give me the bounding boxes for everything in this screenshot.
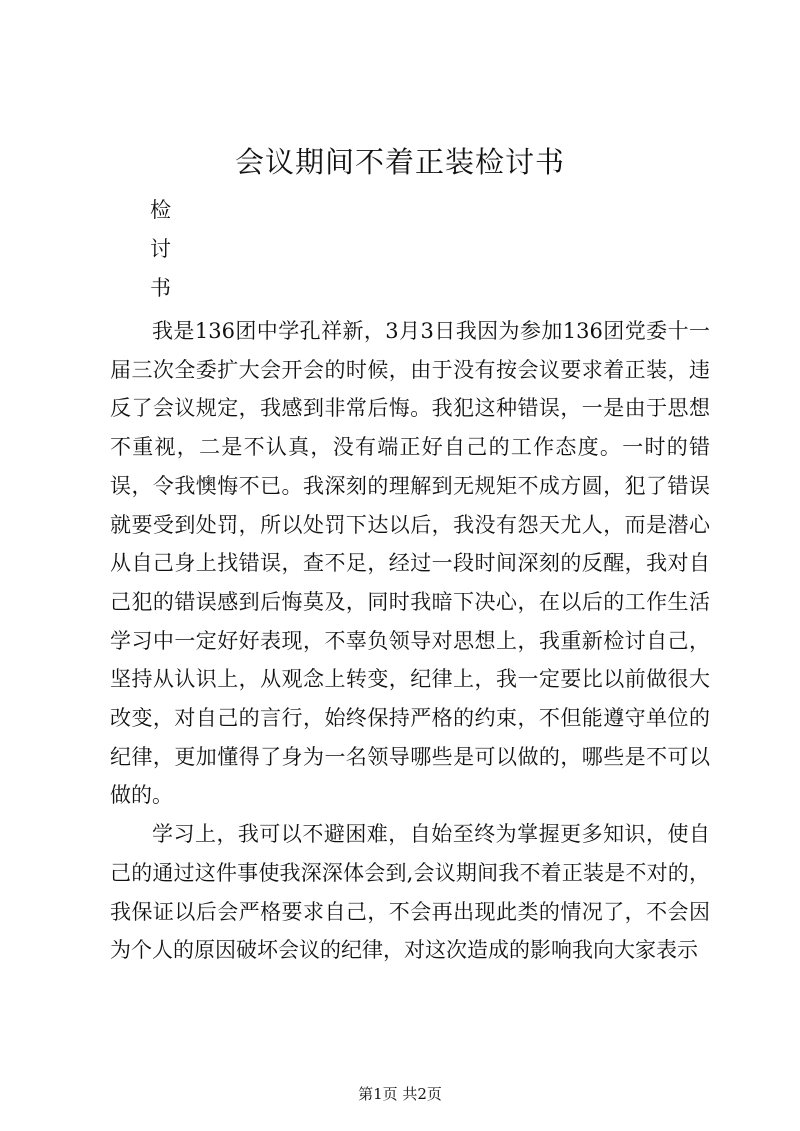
document-title: 会议期间不着正装检讨书 <box>234 145 565 179</box>
heading-char-1: 检 <box>150 198 171 222</box>
heading-char-3: 书 <box>150 276 171 300</box>
page-footer: 第1页 共2页 <box>358 1085 442 1103</box>
document-body <box>110 312 710 970</box>
paragraph: 我是136团中学孔祥新，3月3日我因为参加136团党委十一届三次全委扩大会开会的时候，由于没有按会议要求着正装，违反了会议规定，我感到非常后悔。我犯这种错误，一是由于思想不重视，二是不认真，没有端正好自己的工作态度。一时的错误，令我懊悔不已。我深刻的理解到无规矩不成方圆，犯了错误就要受到处罚，所以处罚下达以后，我没有怨天尤人，而是潜心从自己身上找错误，查不足，经过一段时间深刻的反醒，我对自己犯的错误感到后悔莫及，同时我暗下决心，在以后的工作生活学习中一定好好表现，不辜负领导对思想上，我重新检讨自己，坚持从认识上，从观念上转变，纪律上，我一定要比以前做很大改变，对自己的言行，始终保持严格的约束，不但能遵守单位的纪律，更加懂得了身为一名领导哪些是可以做的，哪些是不可以做的。 <box>110 319 710 808</box>
paragraph: 学习上，我可以不避困难，自始至终为掌握更多知识，使自己的通过这件事使我深深体会到,会议期间我不着正装是不对的，我保证以后会严格要求自己，不会再出现此类的情况了，不会因为个人的原因破坏会议的纪律，对这次造成的影响我向大家表示 <box>110 822 710 963</box>
heading-char-2: 讨 <box>150 237 171 261</box>
